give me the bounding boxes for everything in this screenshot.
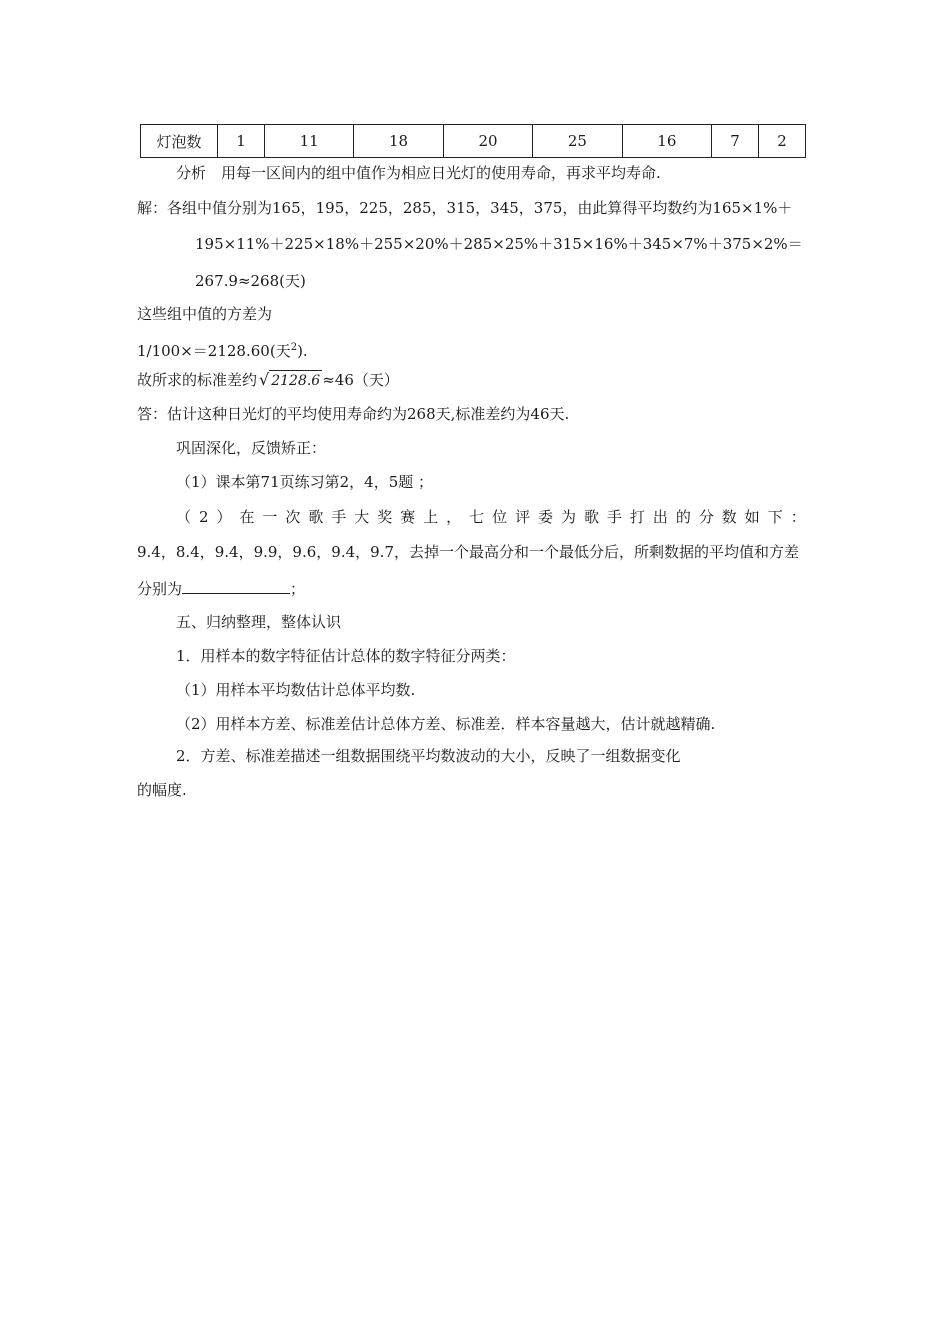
consolidate-heading: 巩固深化，反馈矫正： (176, 439, 327, 457)
table-cell: 16 (622, 125, 711, 158)
variance-value-prefix: 1/100×＝2128.60(天 (137, 342, 291, 360)
table-cell: 1 (218, 125, 265, 158)
exercise-2-c-suffix: ； (290, 580, 306, 598)
table-cell: 2 (758, 125, 805, 158)
table-row (141, 125, 806, 158)
summary-1-2: （2）用样本方差、标准差估计总体方差、标准差．样本容量越大，估计就越精确. (176, 715, 716, 733)
table-cell: 18 (354, 125, 443, 158)
summary-1-1: （1）用样本平均数估计总体平均数. (176, 681, 416, 699)
solution-line-1: 解：各组中值分别为165，195，225，285，315，345，375，由此算得平均数约为165×1%＋ (137, 199, 793, 217)
frequency-table (140, 124, 806, 158)
std-suffix: ≈46（天） (322, 371, 399, 389)
square-root (259, 370, 322, 391)
variance-value-suffix: ). (297, 342, 308, 360)
variance-exponent: 2 (290, 342, 298, 353)
exercise-2-line-a: （ 2 ） 在 一 次 歌 手 大 奖 赛 上 ， 七 位 评 委 为 歌 手 打 出 的 分 数 如 下 ： (176, 508, 806, 526)
std-line (137, 370, 399, 391)
summary-2-line-b: 的幅度. (137, 781, 187, 799)
table-cell: 7 (712, 125, 759, 158)
exercise-1: （1）课本第71页练习第2，4，5题 ； (176, 473, 434, 491)
std-prefix: 故所求的标准差约 (137, 371, 258, 389)
table-cell: 20 (443, 125, 532, 158)
variance-intro: 这些组中值的方差为 (137, 305, 273, 323)
variance-value (137, 338, 308, 361)
solution-line-2: 195×11%＋225×18%＋255×20%＋285×25%＋315×16%＋345×7%＋375×2%＝ (195, 235, 803, 253)
table-cell: 25 (533, 125, 622, 158)
radicand: 2128.6 (269, 370, 322, 391)
table-header-cell: 灯泡数 (141, 125, 218, 158)
radical-sign-icon: √ (259, 370, 270, 389)
exercise-2-line-c (137, 578, 305, 599)
analysis-text: 分析 用每一区间内的组中值作为相应日光灯的使用寿命，再求平均寿命. (176, 164, 661, 182)
section-5-heading: 五、归纳整理，整体认识 (176, 613, 342, 631)
summary-1: 1．用样本的数字特征估计总体的数字特征分两类： (176, 647, 516, 665)
exercise-2-c-prefix: 分别为 (137, 580, 183, 598)
exercise-2-line-b: 9.4，8.4，9.4，9.9，9.6，9.4，9.7，去掉一个最高分和一个最低分后，所剩数据的平均值和方差 (137, 543, 799, 561)
answer-text: 答：估计这种日光灯的平均使用寿命约为268天,标准差约为46天. (137, 405, 570, 423)
solution-line-3: 267.9≈268(天) (195, 272, 306, 290)
table-cell: 11 (264, 125, 353, 158)
summary-2-line-a: 2．方差、标准差描述一组数据围绕平均数波动的大小，反映了一组数据变化 (176, 747, 681, 765)
answer-blank (182, 578, 290, 594)
